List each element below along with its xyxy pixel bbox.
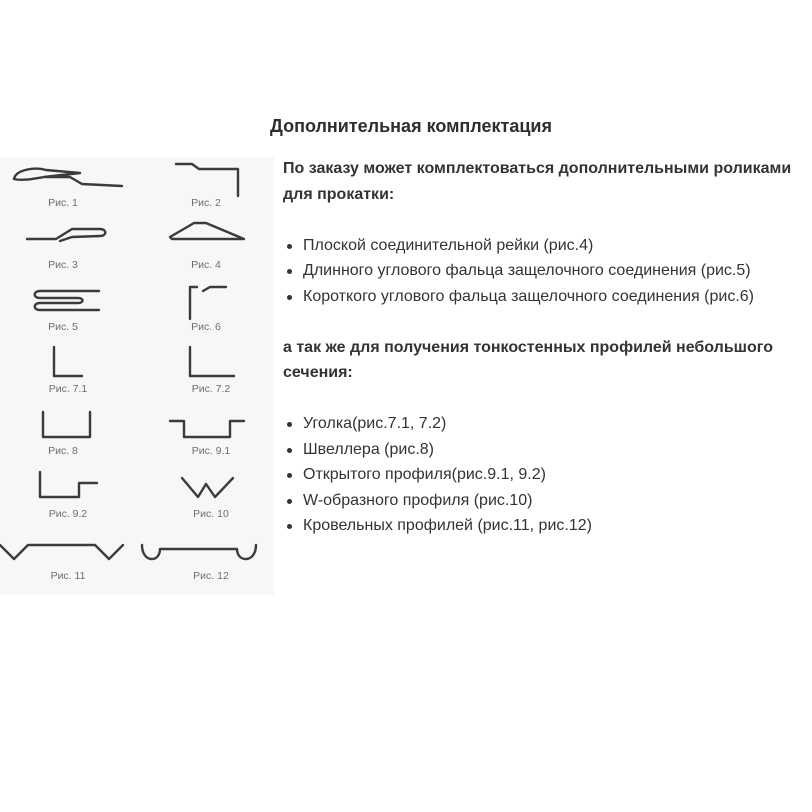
- open-profile-icon: [40, 472, 97, 497]
- figure-caption: Рис. 7.1: [48, 383, 88, 395]
- figure-caption: Рис. 9.1: [191, 445, 231, 457]
- list-item: W-образного профиля (рис.10): [283, 488, 812, 514]
- joint-strip-icon: [27, 229, 105, 241]
- figure-caption: Рис. 3: [48, 259, 78, 271]
- roof-profile-icon: [0, 545, 123, 559]
- list-item: Швеллера (рис.8): [283, 437, 812, 463]
- figure-caption: Рис. 12: [193, 570, 229, 582]
- open-profile-icon: [170, 421, 244, 437]
- profiles-list: [283, 411, 812, 539]
- page-title: Дополнительная комплектация: [270, 116, 552, 136]
- figure-panel: [0, 157, 274, 595]
- angle-profile-icon: [54, 347, 82, 376]
- description: [283, 156, 812, 539]
- figure-caption: Рис. 2: [191, 197, 221, 209]
- figure-caption: Рис. 10: [193, 508, 229, 520]
- angle-profile-icon: [190, 347, 234, 376]
- list-item: Плоской соединительной рейки (рис.4): [283, 233, 812, 259]
- profile-figures: [0, 157, 274, 595]
- roof-profile-icon: [142, 545, 256, 559]
- rollers-list: [283, 233, 812, 310]
- figure-caption: Рис. 4: [191, 259, 221, 271]
- list-item: Открытого профиля(рис.9.1, 9.2): [283, 462, 812, 488]
- flat-connecting-strip-icon: [170, 223, 244, 239]
- figure-caption: Рис. 7.2: [191, 383, 231, 395]
- corner-fold-icon: [176, 164, 238, 196]
- list-item: Уголка(рис.7.1, 7.2): [283, 411, 812, 437]
- list-item: Кровельных профилей (рис.11, рис.12): [283, 513, 812, 539]
- figure-caption: Рис. 1: [48, 197, 78, 209]
- channel-profile-icon: [43, 412, 90, 437]
- figure-caption: Рис. 11: [50, 570, 86, 582]
- profiles-intro-text: а так же для получения тонкостенных профилей небольшого сечения:: [283, 338, 773, 381]
- figure-caption: Рис. 9.2: [48, 508, 88, 520]
- figure-caption: Рис. 5: [48, 321, 78, 333]
- short-snap-fold-icon: [190, 287, 226, 319]
- seam-fold-icon: [14, 169, 122, 186]
- figure-caption: Рис. 8: [48, 445, 78, 457]
- long-snap-fold-icon: [35, 291, 99, 310]
- w-profile-icon: [182, 478, 233, 497]
- figure-caption: Рис. 6: [191, 321, 221, 333]
- list-item: Короткого углового фальца защелочного соединения (рис.6): [283, 284, 812, 310]
- intro-text: По заказу может комплектоваться дополнительными роликами для прокатки:: [283, 160, 792, 203]
- list-item: Длинного углового фальца защелочного соединения (рис.5): [283, 258, 812, 284]
